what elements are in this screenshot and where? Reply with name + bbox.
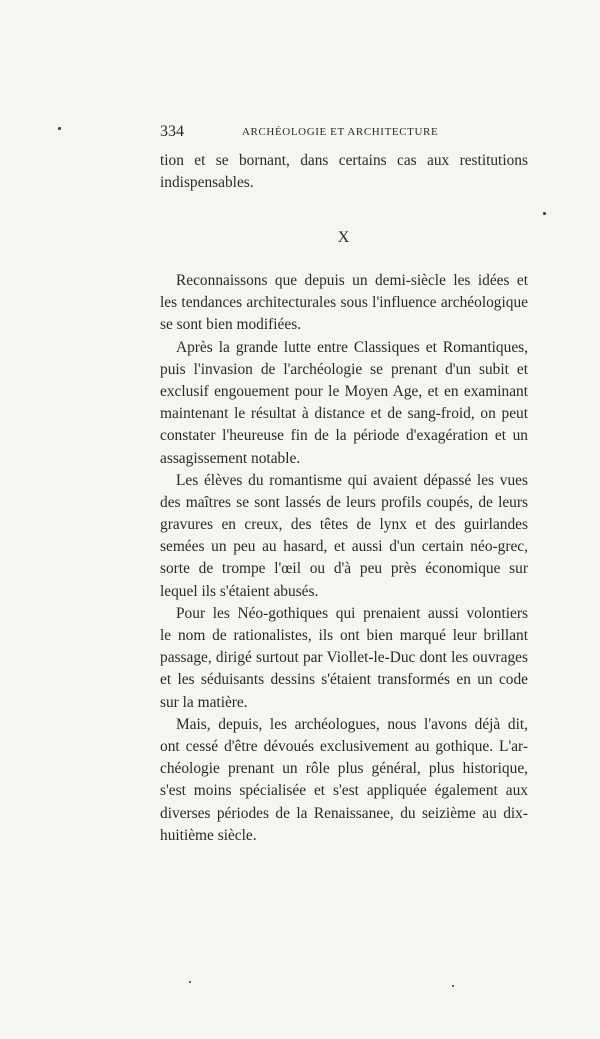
text-line: constater l'heureuse fin de la période d'exagération et un	[160, 427, 528, 445]
paragraph	[160, 270, 528, 337]
text-line: lequel ils s'étaient abusés.	[160, 582, 319, 600]
scan-speck	[543, 212, 546, 215]
scan-speck	[58, 127, 61, 130]
text-line: puis l'invasion de l'archéologie se prenant d'un subit et	[160, 360, 528, 378]
text-line: Reconnaissons que depuis un demi-siècle les idées et	[176, 272, 528, 289]
text-line: Après la grande lutte entre Classiques et Romantiques,	[176, 338, 528, 356]
text-line: se sont bien modifiées.	[160, 316, 302, 334]
scan-speck	[189, 981, 191, 983]
page-number: 334	[160, 123, 184, 140]
text-line: maintenant le résultat à distance et de sang-froid, on peut	[160, 405, 528, 423]
text-line: Les élèves du romantisme qui avaient dépassé les vues	[176, 471, 528, 489]
paragraph	[160, 714, 528, 847]
section-heading: X	[337, 229, 351, 246]
text-line: Mais, depuis, les archéologues, nous l'avons déjà dit,	[176, 715, 528, 733]
text-line: le nom de rationalistes, ils ont bien marqué leur brillant	[160, 627, 528, 644]
text-line: s'est moins spécialisée et s'est appliquée également aux	[160, 782, 528, 800]
text-line: et les séduisants dessins s'étaient transformés en un code	[160, 671, 528, 689]
text-line: gravures en creux, des têtes de lynx et des guirlandes	[160, 516, 528, 534]
running-title: ARCHÉOLOGIE ET ARCHITECTURE	[242, 126, 439, 138]
text-line: sorte de trompe l'œil ou d'à peu près économique sur	[160, 560, 528, 578]
section-body	[160, 270, 528, 847]
text-line: ont cessé d'être dévoués exclusivement au gothique. L'ar-	[160, 737, 528, 755]
scan-speck	[452, 985, 454, 987]
paragraph	[160, 603, 528, 714]
paragraph	[160, 337, 528, 470]
text-line: semées un peu au hasard, et aussi d'un certain néo-grec,	[160, 538, 528, 556]
text-line: assagissement notable.	[160, 449, 301, 467]
text-line: exclusif engouement pour le Moyen Age, et en examinant	[160, 382, 528, 400]
text-line: sur la matière.	[160, 693, 248, 711]
text-line: diverses périodes de la Renaissanee, du seizième au dix-	[160, 804, 528, 822]
text-line: huitième siècle.	[160, 826, 257, 844]
text-line: Pour les Néo-gothiques qui prenaient aussi volontiers	[176, 604, 528, 622]
text-line: des maîtres se sont lassés de leurs profils coupés, de leurs	[160, 493, 528, 511]
paragraph	[160, 470, 528, 603]
page-header	[160, 123, 530, 143]
text-line: indispensables.	[160, 174, 254, 192]
text-line: les tendances architecturales sous l'influence archéologique	[160, 294, 528, 312]
text-line: passage, dirigé surtout par Viollet-le-Duc dont les ouvrages	[160, 649, 528, 667]
text-line: chéologie prenant un rôle plus général, plus historique,	[160, 760, 528, 778]
continued-paragraph	[160, 150, 528, 194]
text-line: tion et se bornant, dans certains cas aux restitutions	[160, 152, 528, 169]
